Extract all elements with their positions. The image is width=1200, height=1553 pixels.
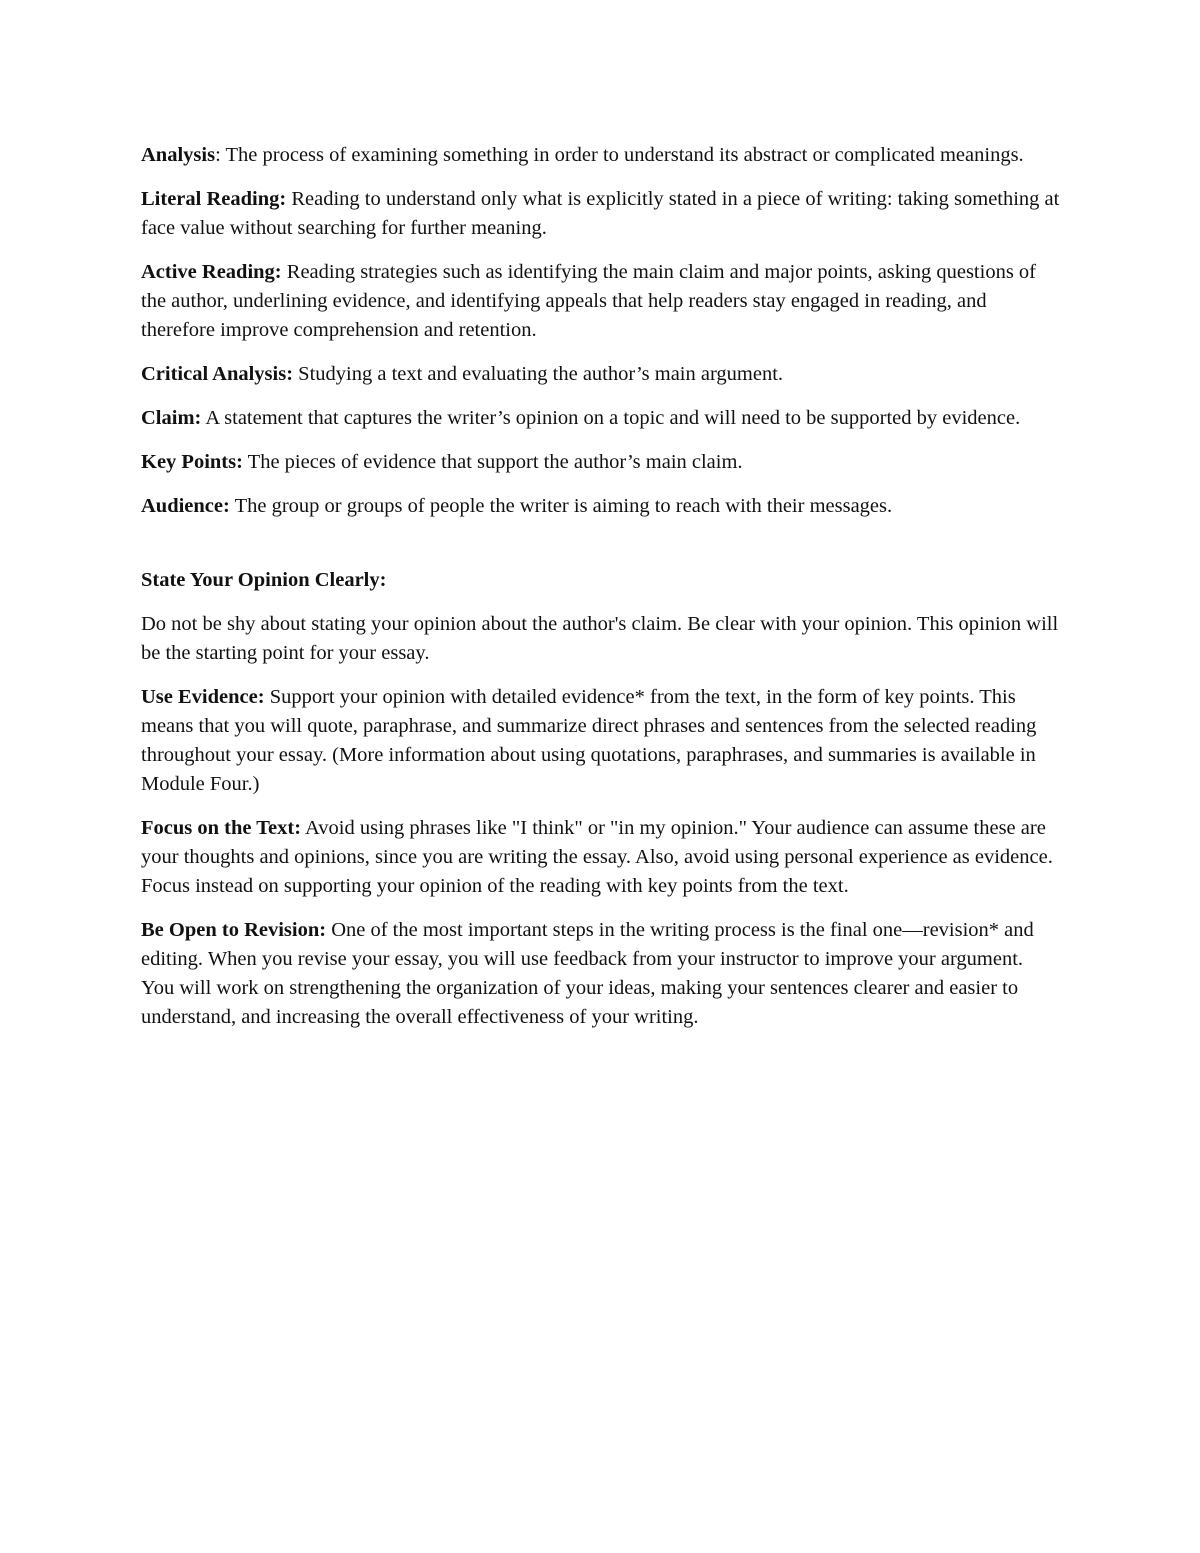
guidance-text: Avoid using phrases like "I think" or "in my opinion." Your audience can assume these are your thoughts and opinions, since you are writing the essay. Also, avoid using personal experience as evidence. Focus instead on supporting your opinion of the reading with key points from the text.: [141, 817, 1053, 897]
glossary-entry-claim: [141, 404, 1060, 433]
guidance-term: Be Open to Revision:: [141, 919, 327, 941]
glossary-definition: Reading strategies such as identifying the main claim and major points, asking questions of the author, underlining evidence, and identifying appeals that help readers stay engaged in reading, and therefore improve comprehension and retention.: [141, 261, 1037, 341]
glossary-entry-literal-reading: [141, 185, 1060, 243]
glossary-definition: The group or groups of people the writer is aiming to reach with their messages.: [229, 495, 893, 517]
glossary-entry-critical-analysis: [141, 360, 1060, 389]
guidance-text: One of the most important steps in the writing process is the final one—revision* and editing. When you revise your essay, you will use feedback from your instructor to improve your argument. You will work on strengthening the organization of your ideas, making your sentences clearer and easier to understand, and increasing the overall effectiveness of your writing.: [141, 919, 1034, 1028]
guidance-item-open-to-revision: [141, 916, 1060, 1032]
glossary-definition: Studying a text and evaluating the author’s main argument.: [293, 363, 784, 385]
glossary-definition: The pieces of evidence that support the author’s main claim.: [242, 451, 743, 473]
glossary-term: Key Points:: [141, 451, 243, 473]
guidance-text: Support your opinion with detailed evidence* from the text, in the form of key points. This means that you will quote, paraphrase, and summarize direct phrases and sentences from the selected reading throughout your essay. (More information about using quotations, paraphrases, and summaries is available in Module Four.): [141, 686, 1037, 795]
guidance-section: [141, 566, 1060, 1032]
glossary-definition: The process of examining something in order to understand its abstract or complicated meanings.: [220, 144, 1024, 166]
glossary-term: Critical Analysis:: [141, 363, 294, 385]
glossary-term: Literal Reading:: [141, 188, 287, 210]
glossary-section: [141, 141, 1060, 521]
glossary-definition: A statement that captures the writer’s opinion on a topic and will need to be supported by evidence.: [201, 407, 1021, 429]
glossary-separator: :: [215, 144, 221, 166]
guidance-item-focus-on-text: [141, 814, 1060, 901]
glossary-definition: Reading to understand only what is explicitly stated in a piece of writing: taking something at face value without searching for further meaning.: [141, 188, 1060, 239]
guidance-item-use-evidence: [141, 683, 1060, 799]
guidance-intro: Do not be shy about stating your opinion about the author's claim. Be clear with your opinion. This opinion will be the starting point for your essay.: [141, 613, 1059, 664]
glossary-entry-audience: [141, 492, 1060, 521]
glossary-entry-analysis: [141, 141, 1060, 170]
glossary-term: Audience:: [141, 495, 230, 517]
glossary-term: Claim:: [141, 407, 202, 429]
glossary-term: Active Reading:: [141, 261, 282, 283]
section-heading: State Your Opinion Clearly:: [141, 569, 387, 591]
glossary-term: Analysis: [141, 144, 216, 166]
glossary-entry-active-reading: [141, 258, 1060, 345]
guidance-term: Use Evidence:: [141, 686, 265, 708]
guidance-term: Focus on the Text:: [141, 817, 302, 839]
glossary-entry-key-points: [141, 448, 1060, 477]
